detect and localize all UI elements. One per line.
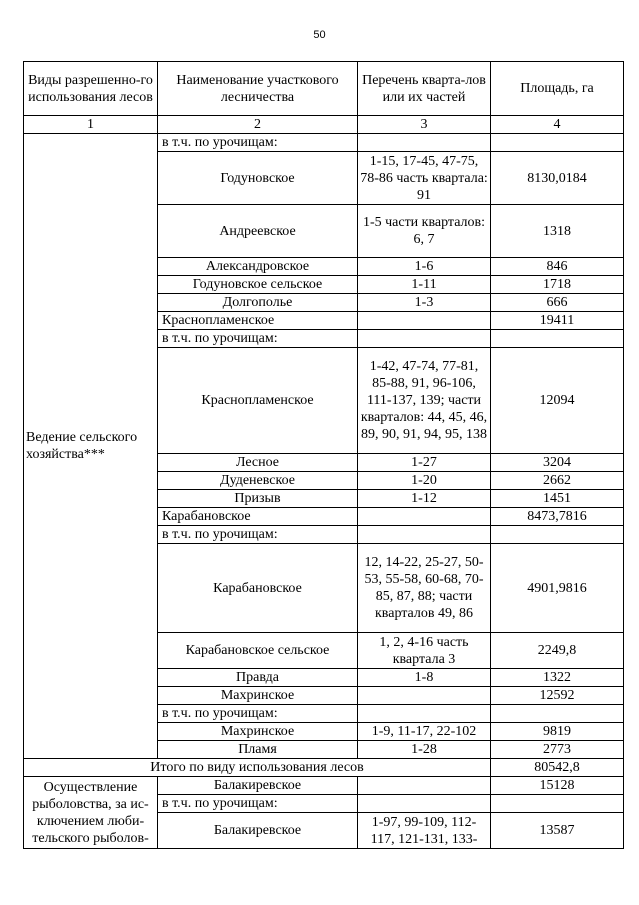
row-area: 15128: [491, 777, 624, 795]
total-label: Итого по виду использования лесов: [24, 759, 491, 777]
row-area: 8473,7816: [491, 508, 624, 526]
row-quarters: 1-11: [358, 276, 491, 294]
row-area: 1318: [491, 205, 624, 258]
row-area: 2773: [491, 741, 624, 759]
row-name: в т.ч. по урочищам:: [158, 705, 358, 723]
row-area: 846: [491, 258, 624, 276]
row-area: 1322: [491, 669, 624, 687]
row-name: Балакиревское: [158, 777, 358, 795]
col-number-4: 4: [491, 116, 624, 134]
header-forestry-name: Наименование участкового лесничества: [158, 62, 358, 116]
row-name: Махринское: [158, 687, 358, 705]
row-quarters: 1-6: [358, 258, 491, 276]
row-name: Карабановское сельское: [158, 633, 358, 669]
col-number-2: 2: [158, 116, 358, 134]
forest-use-table: [23, 61, 624, 849]
row-name: в т.ч. по урочищам:: [158, 134, 358, 152]
row-quarters: 1-15, 17-45, 47-75, 78-86 часть квартала: 91: [358, 152, 491, 205]
row-area: 3204: [491, 454, 624, 472]
row-area: 666: [491, 294, 624, 312]
category-agriculture: Ведение сельского хозяйства***: [24, 134, 158, 759]
row-area: 4901,9816: [491, 544, 624, 633]
row-name: Александровское: [158, 258, 358, 276]
row-name: Долгополье: [158, 294, 358, 312]
row-quarters: 1-97, 99-109, 112-117, 121-131, 133-: [358, 813, 491, 849]
row-name: в т.ч. по урочищам:: [158, 526, 358, 544]
row-quarters: [358, 508, 491, 526]
row-area: [491, 134, 624, 152]
row-area: 12592: [491, 687, 624, 705]
row-name: Андреевское: [158, 205, 358, 258]
row-name: Краснопламенское: [158, 312, 358, 330]
row-name: Годуновское сельское: [158, 276, 358, 294]
row-name: Призыв: [158, 490, 358, 508]
row-quarters: [358, 526, 491, 544]
header-area: Площадь, га: [491, 62, 624, 116]
row-quarters: [358, 705, 491, 723]
row-area: 12094: [491, 348, 624, 454]
row-area: 9819: [491, 723, 624, 741]
row-area: 19411: [491, 312, 624, 330]
header-use-type: Виды разрешенно-го использования лесов: [24, 62, 158, 116]
row-name: Лесное: [158, 454, 358, 472]
row-area: 2249,8: [491, 633, 624, 669]
row-name: Карабановское: [158, 508, 358, 526]
row-quarters: 1-9, 11-17, 22-102: [358, 723, 491, 741]
row-quarters: 1-8: [358, 669, 491, 687]
row-area: 1451: [491, 490, 624, 508]
row-area: 13587: [491, 813, 624, 849]
row-quarters: 1-42, 47-74, 77-81, 85-88, 91, 96-106, 111-137, 139; части кварталов: 44, 45, 46, 89, 90, 91, 94, 95, 138: [358, 348, 491, 454]
row-quarters: 1, 2, 4-16 часть квартала 3: [358, 633, 491, 669]
col-number-1: 1: [24, 116, 158, 134]
row-quarters: [358, 687, 491, 705]
row-area: 2662: [491, 472, 624, 490]
header-quarters: Перечень кварта-лов или их частей: [358, 62, 491, 116]
row-quarters: 1-3: [358, 294, 491, 312]
row-name: Махринское: [158, 723, 358, 741]
row-name: Балакиревское: [158, 813, 358, 849]
row-area: [491, 705, 624, 723]
row-area: [491, 795, 624, 813]
row-area: [491, 330, 624, 348]
col-number-3: 3: [358, 116, 491, 134]
row-quarters: 1-20: [358, 472, 491, 490]
row-name: Карабановское: [158, 544, 358, 633]
row-area: 8130,0184: [491, 152, 624, 205]
row-quarters: 1-27: [358, 454, 491, 472]
row-quarters: [358, 330, 491, 348]
row-quarters: [358, 134, 491, 152]
row-name: Правда: [158, 669, 358, 687]
row-name: Краснопламенское: [158, 348, 358, 454]
row-name: в т.ч. по урочищам:: [158, 330, 358, 348]
category-fishing: Осуществление рыболовства, за ис-ключением люби-тельского рыболов-: [24, 777, 158, 849]
total-value: 80542,8: [491, 759, 624, 777]
row-quarters: 1-12: [358, 490, 491, 508]
row-name: Годуновское: [158, 152, 358, 205]
page-number: 50: [313, 29, 326, 41]
row-name: Дуденевское: [158, 472, 358, 490]
row-quarters: 12, 14-22, 25-27, 50-53, 55-58, 60-68, 70-85, 87, 88; части кварталов 49, 86: [358, 544, 491, 633]
row-name: Пламя: [158, 741, 358, 759]
row-quarters: [358, 312, 491, 330]
row-quarters: 1-5 части кварталов: 6, 7: [358, 205, 491, 258]
row-quarters: 1-28: [358, 741, 491, 759]
row-name: в т.ч. по урочищам:: [158, 795, 358, 813]
row-area: [491, 526, 624, 544]
row-quarters: [358, 795, 491, 813]
row-area: 1718: [491, 276, 624, 294]
row-quarters: [358, 777, 491, 795]
